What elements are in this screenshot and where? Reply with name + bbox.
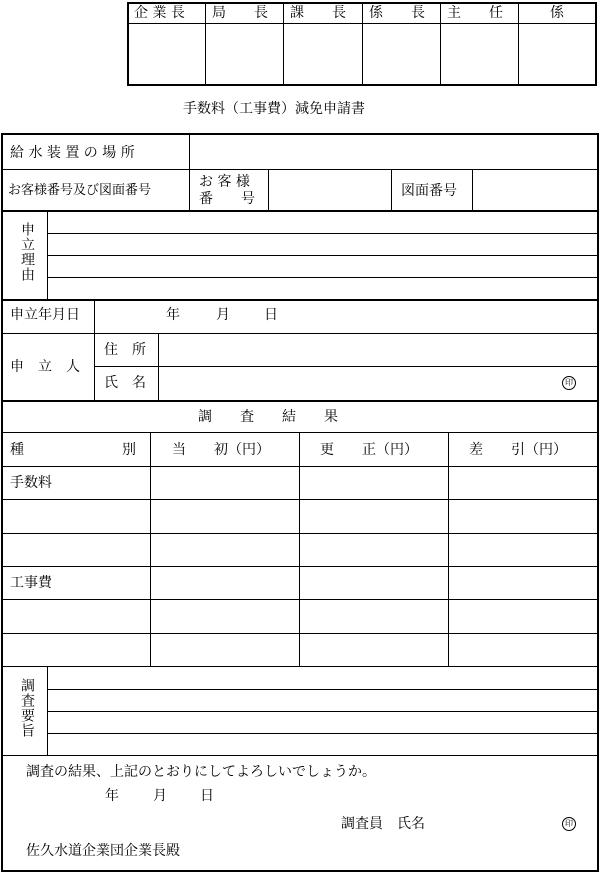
reason-field[interactable]: [49, 212, 596, 299]
date-day-label: 日: [264, 307, 278, 323]
fee-initial-field[interactable]: [152, 467, 298, 498]
date-label: 申立年月日: [10, 307, 80, 323]
survey-points-field[interactable]: [49, 668, 596, 754]
location-label: 給 水 装 置 の 場 所: [10, 145, 135, 161]
customer-no-label-line2: 番 号: [199, 191, 255, 207]
survey-col-corrected: 更 正（円）: [320, 442, 418, 458]
row-line: [1, 755, 599, 756]
address-field[interactable]: [160, 335, 596, 365]
date-month-label: 月: [216, 307, 230, 323]
survey-title: 調 査 結 果: [198, 409, 338, 425]
fee-corrected-field[interactable]: [301, 467, 447, 498]
approval-stamp-ceo[interactable]: [128, 24, 204, 84]
row-line: [1, 599, 599, 600]
construction-initial-field[interactable]: [152, 567, 298, 598]
footer-day-label: 日: [200, 788, 214, 804]
location-divider: [189, 133, 190, 211]
date-field[interactable]: [96, 301, 596, 332]
drawing-label-divider-left: [391, 169, 392, 211]
survey-points-label: 調査要旨: [19, 678, 35, 738]
survey-col-difference: 差 引（円）: [469, 442, 567, 458]
survey-col-type: 種 別: [10, 442, 136, 458]
row-line: [1, 333, 599, 334]
drawing-no-label: 図面番号: [401, 183, 457, 199]
row-line: [1, 400, 599, 402]
reason-label: 申立理由: [19, 222, 35, 282]
approval-stamp-staff[interactable]: [519, 24, 596, 84]
location-field[interactable]: [191, 135, 596, 169]
inspector-seal-icon: 印: [562, 817, 576, 831]
construction-difference-field[interactable]: [450, 567, 596, 598]
date-year-label: 年: [166, 307, 180, 323]
drawing-label-divider-right: [472, 169, 473, 211]
row-line: [1, 533, 599, 534]
survey-row-label: 手数料: [10, 475, 52, 491]
approval-stamp-director[interactable]: [206, 24, 282, 84]
row-line: [95, 366, 599, 367]
approval-stamp-subsection-chief[interactable]: [363, 24, 439, 84]
name-label: 氏 名: [104, 375, 146, 391]
applicant-name-field[interactable]: [160, 368, 555, 398]
row-line: [1, 666, 599, 667]
inspector-name-field[interactable]: [440, 812, 555, 834]
applicant-seal-icon: 印: [562, 376, 576, 390]
document-title: 手数料（工事費）減免申請書: [183, 101, 365, 117]
survey-col-divider: [150, 432, 151, 666]
footer-month-label: 月: [153, 788, 167, 804]
row-line: [1, 499, 599, 500]
fee-difference-field[interactable]: [450, 467, 596, 498]
survey-col-divider: [448, 432, 449, 666]
addressee: 佐久水道企業団企業長殿: [26, 843, 180, 859]
approval-stamp-supervisor[interactable]: [441, 24, 517, 84]
address-label: 住 所: [104, 342, 146, 358]
approval-header-supervisor: 主 任: [447, 5, 503, 21]
construction-corrected-field[interactable]: [301, 567, 447, 598]
customer-drawing-label: お客様番号及び図面番号: [8, 183, 152, 198]
row-line: [1, 633, 599, 634]
survey-col-initial: 当 初（円）: [172, 442, 270, 458]
footer-year-label: 年: [105, 788, 119, 804]
survey-row-label: 工事費: [10, 575, 52, 591]
row-line: [1, 432, 599, 433]
approval-header-section-chief: 課 長: [290, 5, 346, 21]
customer-no-label-line1: お 客 様: [199, 174, 250, 190]
approval-header-ceo: 企 業 長: [134, 5, 185, 21]
customer-no-field[interactable]: [270, 171, 390, 210]
approval-header-staff: 係: [550, 5, 564, 21]
survey-col-divider: [299, 432, 300, 666]
drawing-no-field[interactable]: [474, 171, 596, 210]
approval-stamp-section-chief[interactable]: [284, 24, 361, 84]
date-divider: [94, 300, 95, 400]
customer-no-divider: [268, 169, 269, 211]
applicant-label: 申 立 人: [10, 359, 80, 375]
row-line: [1, 169, 599, 170]
footer-statement: 調査の結果、上記のとおりにしてよろしいでしょうか。: [26, 764, 376, 780]
inspector-name-label: 調査員 氏名: [341, 816, 425, 832]
approval-header-subsection-chief: 係 長: [369, 5, 425, 21]
approval-header-director: 局 長: [212, 5, 268, 21]
